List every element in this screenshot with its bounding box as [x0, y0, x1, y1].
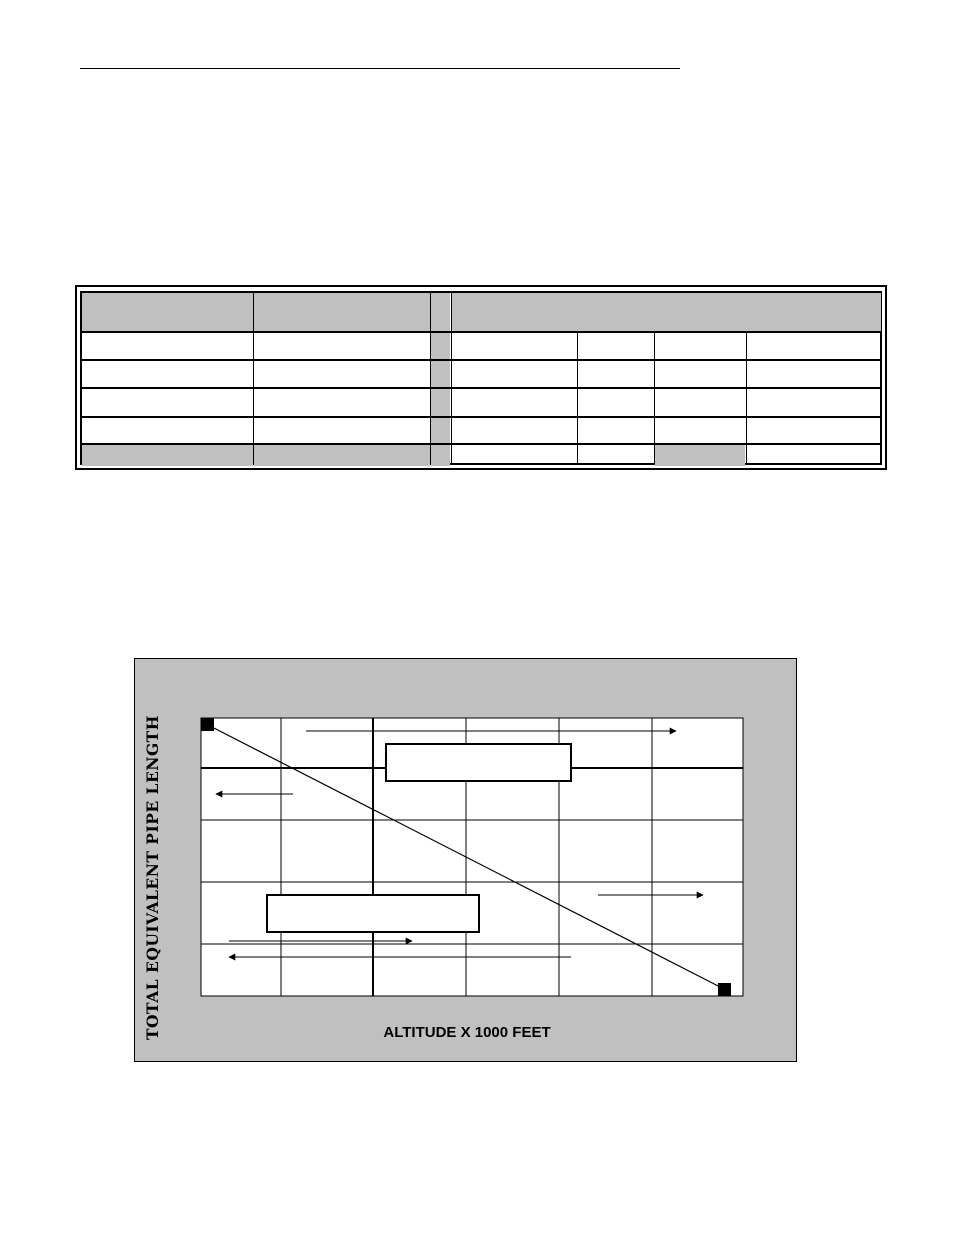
annotation-box-lower: [267, 895, 479, 932]
x-axis-label: [0, 1024, 934, 1041]
annotation-box-upper: [386, 744, 571, 781]
data-point-end: [718, 983, 731, 996]
data-point-start: [201, 718, 214, 731]
y-axis-label: TOTAL EQUIVALENT PIPE LENGTH: [143, 715, 162, 1040]
x-axis-label-text: ALTITUDE X 1000 FEET: [383, 1024, 551, 1041]
